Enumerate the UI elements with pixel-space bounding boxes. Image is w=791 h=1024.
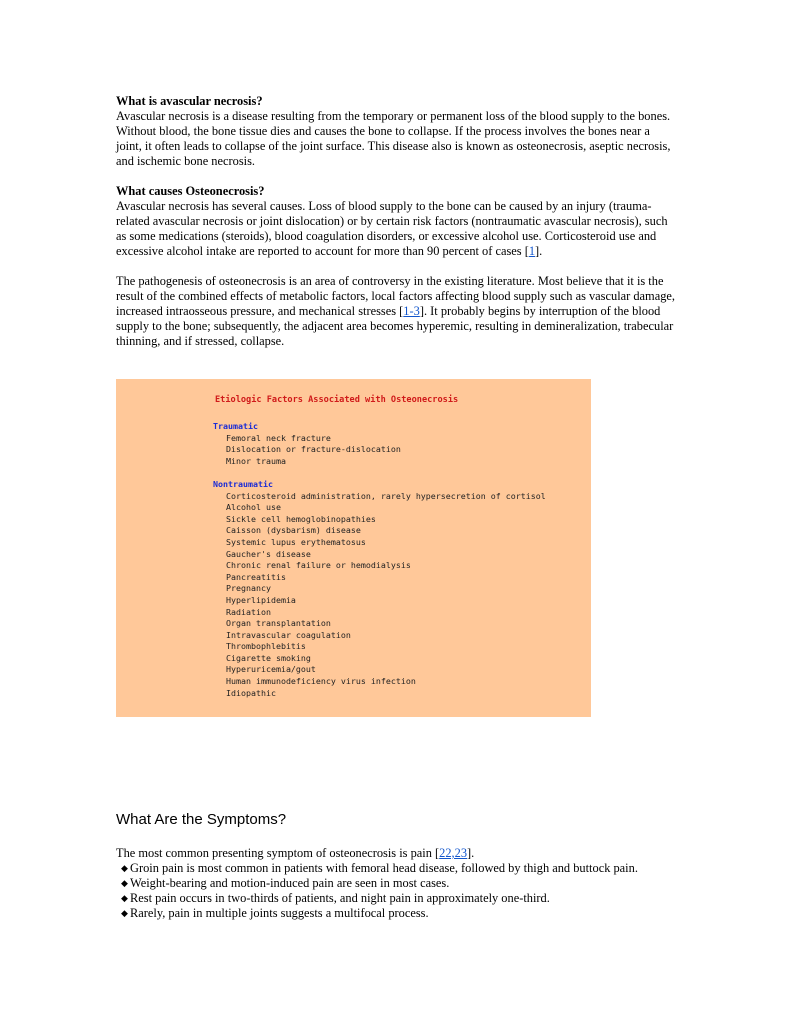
nontraumatic-item: Gaucher's disease	[226, 548, 311, 559]
symptom-list-item	[116, 861, 696, 876]
symptoms-list	[116, 861, 696, 921]
symptoms-heading: What Are the Symptoms?	[116, 811, 287, 828]
nontraumatic-item: Radiation	[226, 606, 271, 617]
symptom-text: Groin pain is most common in patients with femoral head disease, followed by thigh and buttock pain.	[130, 861, 638, 875]
bullet-icon: ◆	[121, 863, 128, 873]
reference-link[interactable]: 1-3	[403, 304, 420, 318]
nontraumatic-heading: Nontraumatic	[213, 478, 273, 489]
nontraumatic-item: Idiopathic	[226, 687, 276, 698]
heading-causes: What causes Osteonecrosis?	[116, 184, 265, 198]
paragraph-avascular-necrosis: Avascular necrosis is a disease resulting from the temporary or permanent loss of the blood supply to the bones. Without blood, the bone tissue dies and causes the bone to collapse. If the process involves the bones near a joint, it often leads to collapse of the joint surface. This disease also is known as osteonecrosis, aseptic necrosis, and ischemic bone necrosis.	[116, 109, 671, 168]
paragraph-text: The pathogenesis of osteonecrosis is an area of controversy in the existing literature. Most believe that it is the result of the combined effects of metabolic factors, local factors affecting blood supply such as vascular damage, increased intraosseous pressure, and mechanical stresses [	[116, 274, 675, 318]
figure-title: Etiologic Factors Associated with Osteonecrosis	[215, 395, 459, 405]
symptom-list-item	[116, 906, 696, 921]
nontraumatic-item: Alcohol use	[226, 502, 281, 513]
nontraumatic-item: Pregnancy	[226, 583, 271, 594]
nontraumatic-item: Human immunodeficiency virus infection	[226, 676, 416, 687]
document-body	[116, 94, 676, 349]
traumatic-item: Femoral neck fracture	[226, 432, 331, 443]
traumatic-list	[213, 433, 546, 468]
symptom-list-item	[116, 891, 696, 906]
nontraumatic-item: Thrombophlebitis	[226, 641, 306, 652]
nontraumatic-item: Systemic lupus erythematosus	[226, 536, 366, 547]
paragraph-text: ].	[467, 846, 475, 860]
paragraph-text: ]. It probably begins by interruption of the blood supply to the bone; subsequently, the adjacent area becomes hyperemic, resulting in demineralization, trabecular thinning, and if stressed, collapse.	[116, 304, 674, 348]
nontraumatic-item: Corticosteroid administration, rarely hypersecretion of cortisol	[226, 490, 546, 501]
bullet-icon: ◆	[121, 908, 128, 918]
paragraph-causes	[116, 199, 676, 259]
symptom-text: Rest pain occurs in two-thirds of patients, and night pain in approximately one-third.	[130, 891, 550, 905]
bullet-icon: ◆	[121, 878, 128, 888]
traumatic-item: Dislocation or fracture-dislocation	[226, 444, 401, 455]
symptom-text: Weight-bearing and motion-induced pain are seen in most cases.	[130, 876, 450, 890]
nontraumatic-item: Hyperlipidemia	[226, 594, 296, 605]
reference-link[interactable]: 22,23	[439, 846, 468, 860]
symptom-text: Rarely, pain in multiple joints suggests a multifocal process.	[130, 906, 429, 920]
etiologic-factors-figure	[116, 379, 591, 717]
reference-link[interactable]: 1	[528, 244, 536, 258]
paragraph-pathogenesis	[116, 274, 676, 349]
paragraph-text: The most common presenting symptom of osteonecrosis is pain [	[116, 846, 440, 860]
traumatic-item: Minor trauma	[226, 455, 286, 466]
nontraumatic-item: Organ transplantation	[226, 618, 331, 629]
bullet-icon: ◆	[121, 893, 128, 903]
nontraumatic-item: Cigarette smoking	[226, 652, 311, 663]
nontraumatic-item: Chronic renal failure or hemodialysis	[226, 560, 411, 571]
nontraumatic-item: Pancreatitis	[226, 571, 286, 582]
nontraumatic-item: Sickle cell hemoglobinopathies	[226, 513, 376, 524]
figure-list	[213, 421, 546, 699]
nontraumatic-item: Hyperuricemia/gout	[226, 664, 316, 675]
nontraumatic-item: Caisson (dysbarism) disease	[226, 525, 361, 536]
paragraph-text: ].	[535, 244, 543, 258]
paragraph-text: Avascular necrosis has several causes. Loss of blood supply to the bone can be caused by an injury (trauma-related avascular necrosis or joint dislocation) or by certain risk factors (nontraumatic avascular necrosis), such as some medications (steroids), blood coagulation disorders, or excessive alcohol use. Corticosteroid use and excessive alcohol intake are reported to account for more than 90 percent of cases [	[116, 199, 668, 258]
traumatic-heading: Traumatic	[213, 421, 258, 431]
symptom-list-item	[116, 876, 696, 891]
heading-avascular-necrosis: What is avascular necrosis?	[116, 94, 263, 108]
nontraumatic-list	[213, 491, 546, 700]
symptoms-intro	[116, 846, 696, 861]
nontraumatic-item: Intravascular coagulation	[226, 629, 351, 640]
symptoms-section	[116, 846, 696, 921]
